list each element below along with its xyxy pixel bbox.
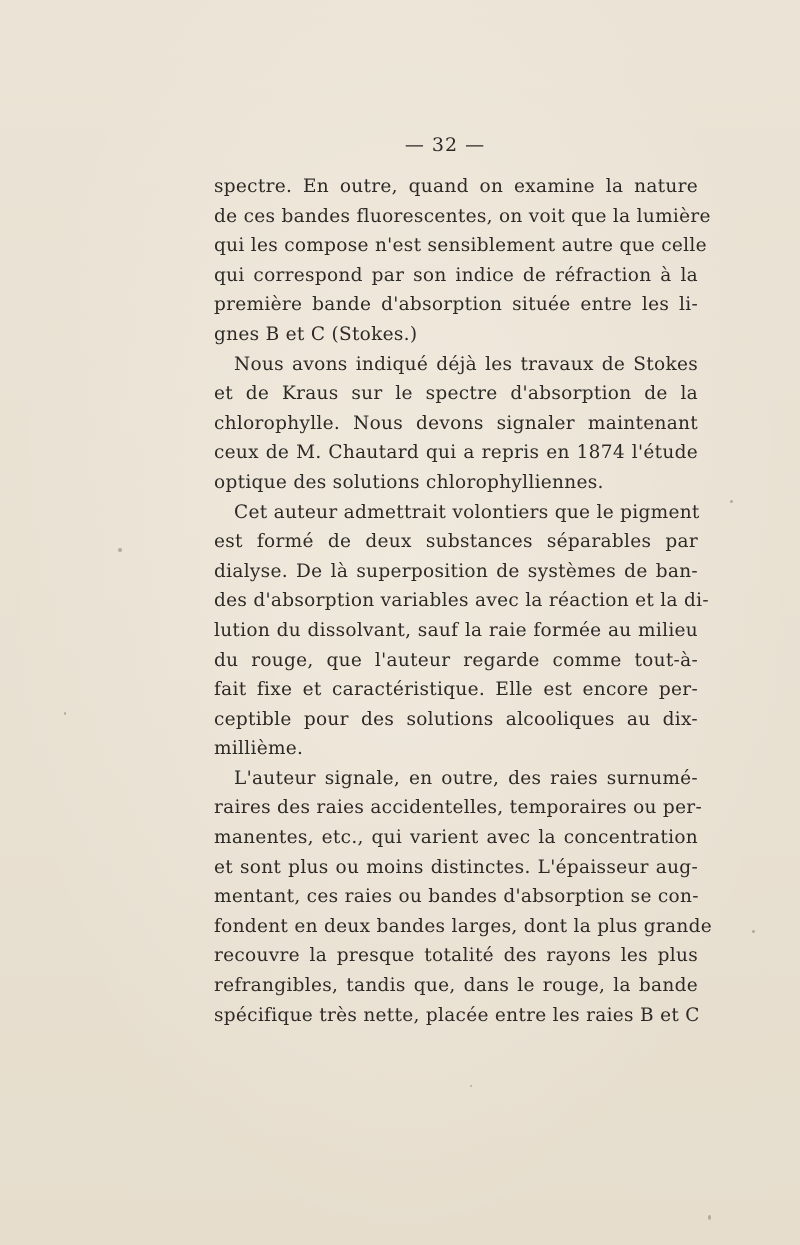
text-line: du rouge, que l'auteur regarde comme tout-à- (214, 649, 698, 671)
text-line: optique des solutions chlorophylliennes. (214, 471, 604, 493)
text-line: manentes, etc., qui varient avec la concentration (214, 827, 698, 849)
text-line: de ces bandes fluorescentes, on voit que la lumière (214, 205, 711, 227)
text-line: mentant, ces raies ou bandes d'absorption se con- (214, 886, 699, 908)
paper-speck (118, 548, 122, 552)
text-line: lution du dissolvant, sauf la raie formée au milieu (214, 619, 698, 641)
text-line: Cet auteur admettrait volontiers que le pigment (234, 501, 700, 523)
text-line: recouvre la presque totalité des rayons les plus (214, 945, 698, 967)
text-line: qui les compose n'est sensiblement autre que celle (214, 235, 707, 257)
text-line: est formé de deux substances séparables par (214, 531, 698, 553)
text-line: millième. (214, 738, 304, 760)
text-line: chlorophylle. Nous devons signaler maintenant (214, 412, 698, 434)
text-line: L'auteur signale, en outre, des raies surnumé- (234, 767, 698, 789)
text-line: Nous avons indiqué déjà les travaux de Stokes (234, 353, 698, 375)
text-line: qui correspond par son indice de réfraction à la (214, 264, 698, 286)
page-number: — 32 — (404, 134, 486, 156)
paper-speck (752, 930, 755, 933)
text-line: et de Kraus sur le spectre d'absorption de la (214, 383, 698, 405)
paper-speck (470, 1085, 472, 1087)
text-line: spécifique très nette, placée entre les raies B et C (214, 1004, 700, 1026)
paper-speck (708, 1215, 711, 1220)
paper-speck (64, 712, 66, 715)
text-line: fait fixe et caractéristique. Elle est encore per- (214, 679, 698, 701)
text-line: ceux de M. Chautard qui a repris en 1874 l'étude (214, 442, 698, 464)
text-line: fondent en deux bandes larges, dont la plus grande (214, 915, 712, 937)
body-text (214, 172, 712, 1030)
text-line: et sont plus ou moins distinctes. L'épaisseur aug- (214, 856, 698, 878)
text-line: première bande d'absorption située entre les li- (214, 294, 698, 316)
text-line: refrangibles, tandis que, dans le rouge, la bande (214, 975, 698, 997)
text-line: spectre. En outre, quand on examine la nature (214, 176, 698, 197)
text-line: ceptible pour des solutions alcooliques au dix- (214, 708, 698, 730)
text-line: dialyse. De là superposition de systèmes de ban- (214, 560, 698, 582)
text-line: raires des raies accidentelles, temporaires ou per- (214, 797, 703, 819)
paper-speck (730, 500, 733, 503)
text-line: gnes B et C (Stokes.) (214, 323, 418, 345)
text-line: des d'absorption variables avec la réaction et la di- (214, 590, 709, 612)
